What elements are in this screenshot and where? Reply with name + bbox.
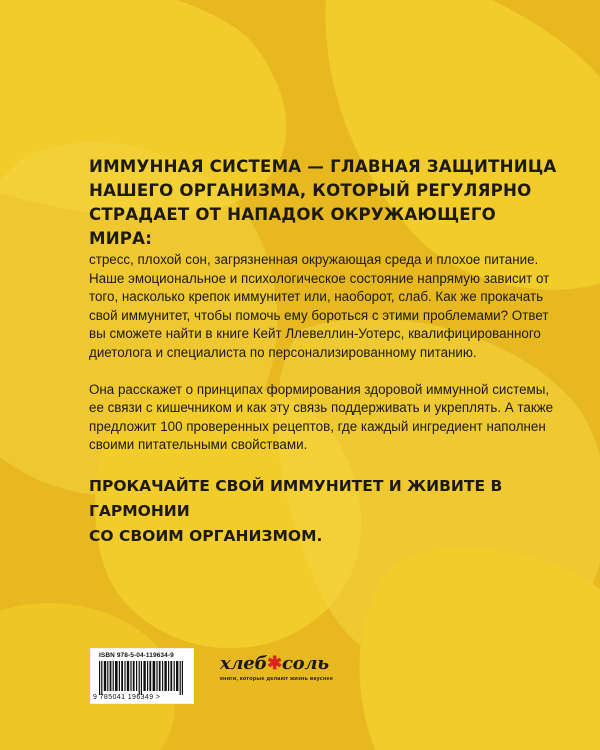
publisher-name-left: хлеб [220,653,268,674]
closing-slogan [89,474,561,549]
annotation-block [89,155,561,549]
barcode-icon [99,661,189,695]
barcode-digits: 9 785041 196349 > [93,694,161,701]
description-paragraph: стресс, плохой сон, загрязненная окружающая среда и плохое питание. Наше эмоциональное и психологическое состояние напрямую зависит от того, насколько крепок иммунитет или, наоборот, слаб. Как же прокачать свой иммунитет, чтобы помочь ему бороться с этими проблемами? Ответ вы сможете найти в книге Кейт Ллевеллин-Уотерс, квалифицированного диетолога и специалиста по персонализированному питанию. [89,252,550,360]
barcode-label [90,648,194,704]
publisher-name-right: соль [281,653,329,674]
lemon-shape [360,548,600,750]
publisher-name [220,653,360,674]
headline-line: НАШЕГО ОРГАНИЗМА, КОТОРЫЙ РЕГУЛЯРНО [89,181,532,200]
closing-line: СО СВОИМ ОРГАНИЗМОМ. [89,526,323,545]
publisher-tagline: книги, которые делают жизнь вкуснее [220,676,334,682]
headline [89,155,561,251]
isbn-number: ISBN 978-5-04-119634-9 [99,652,174,659]
headline-line: СТРАДАЕТ ОТ НАПАДОК ОКРУЖАЮЩЕГО МИРА: [89,205,496,248]
description-paragraph: Она расскажет о принципах формирования здоровой иммунной системы, ее связи с кишечником и как эту связь поддерживать и укреплять. А также предложит 100 проверенных рецептов, где каждый ингредиент наполнен своими питательными свойствами. [89,381,554,453]
asterisk-icon: ✱ [267,653,282,674]
closing-line: ПРОКАЧАЙТЕ СВОЙ ИММУНИТЕТ И ЖИВИТЕ В ГАРМОНИИ [89,476,503,520]
headline-line: ИММУННАЯ СИСТЕМА — ГЛАВНАЯ ЗАЩИТНИЦА [89,157,557,176]
publisher-logo [220,653,360,697]
